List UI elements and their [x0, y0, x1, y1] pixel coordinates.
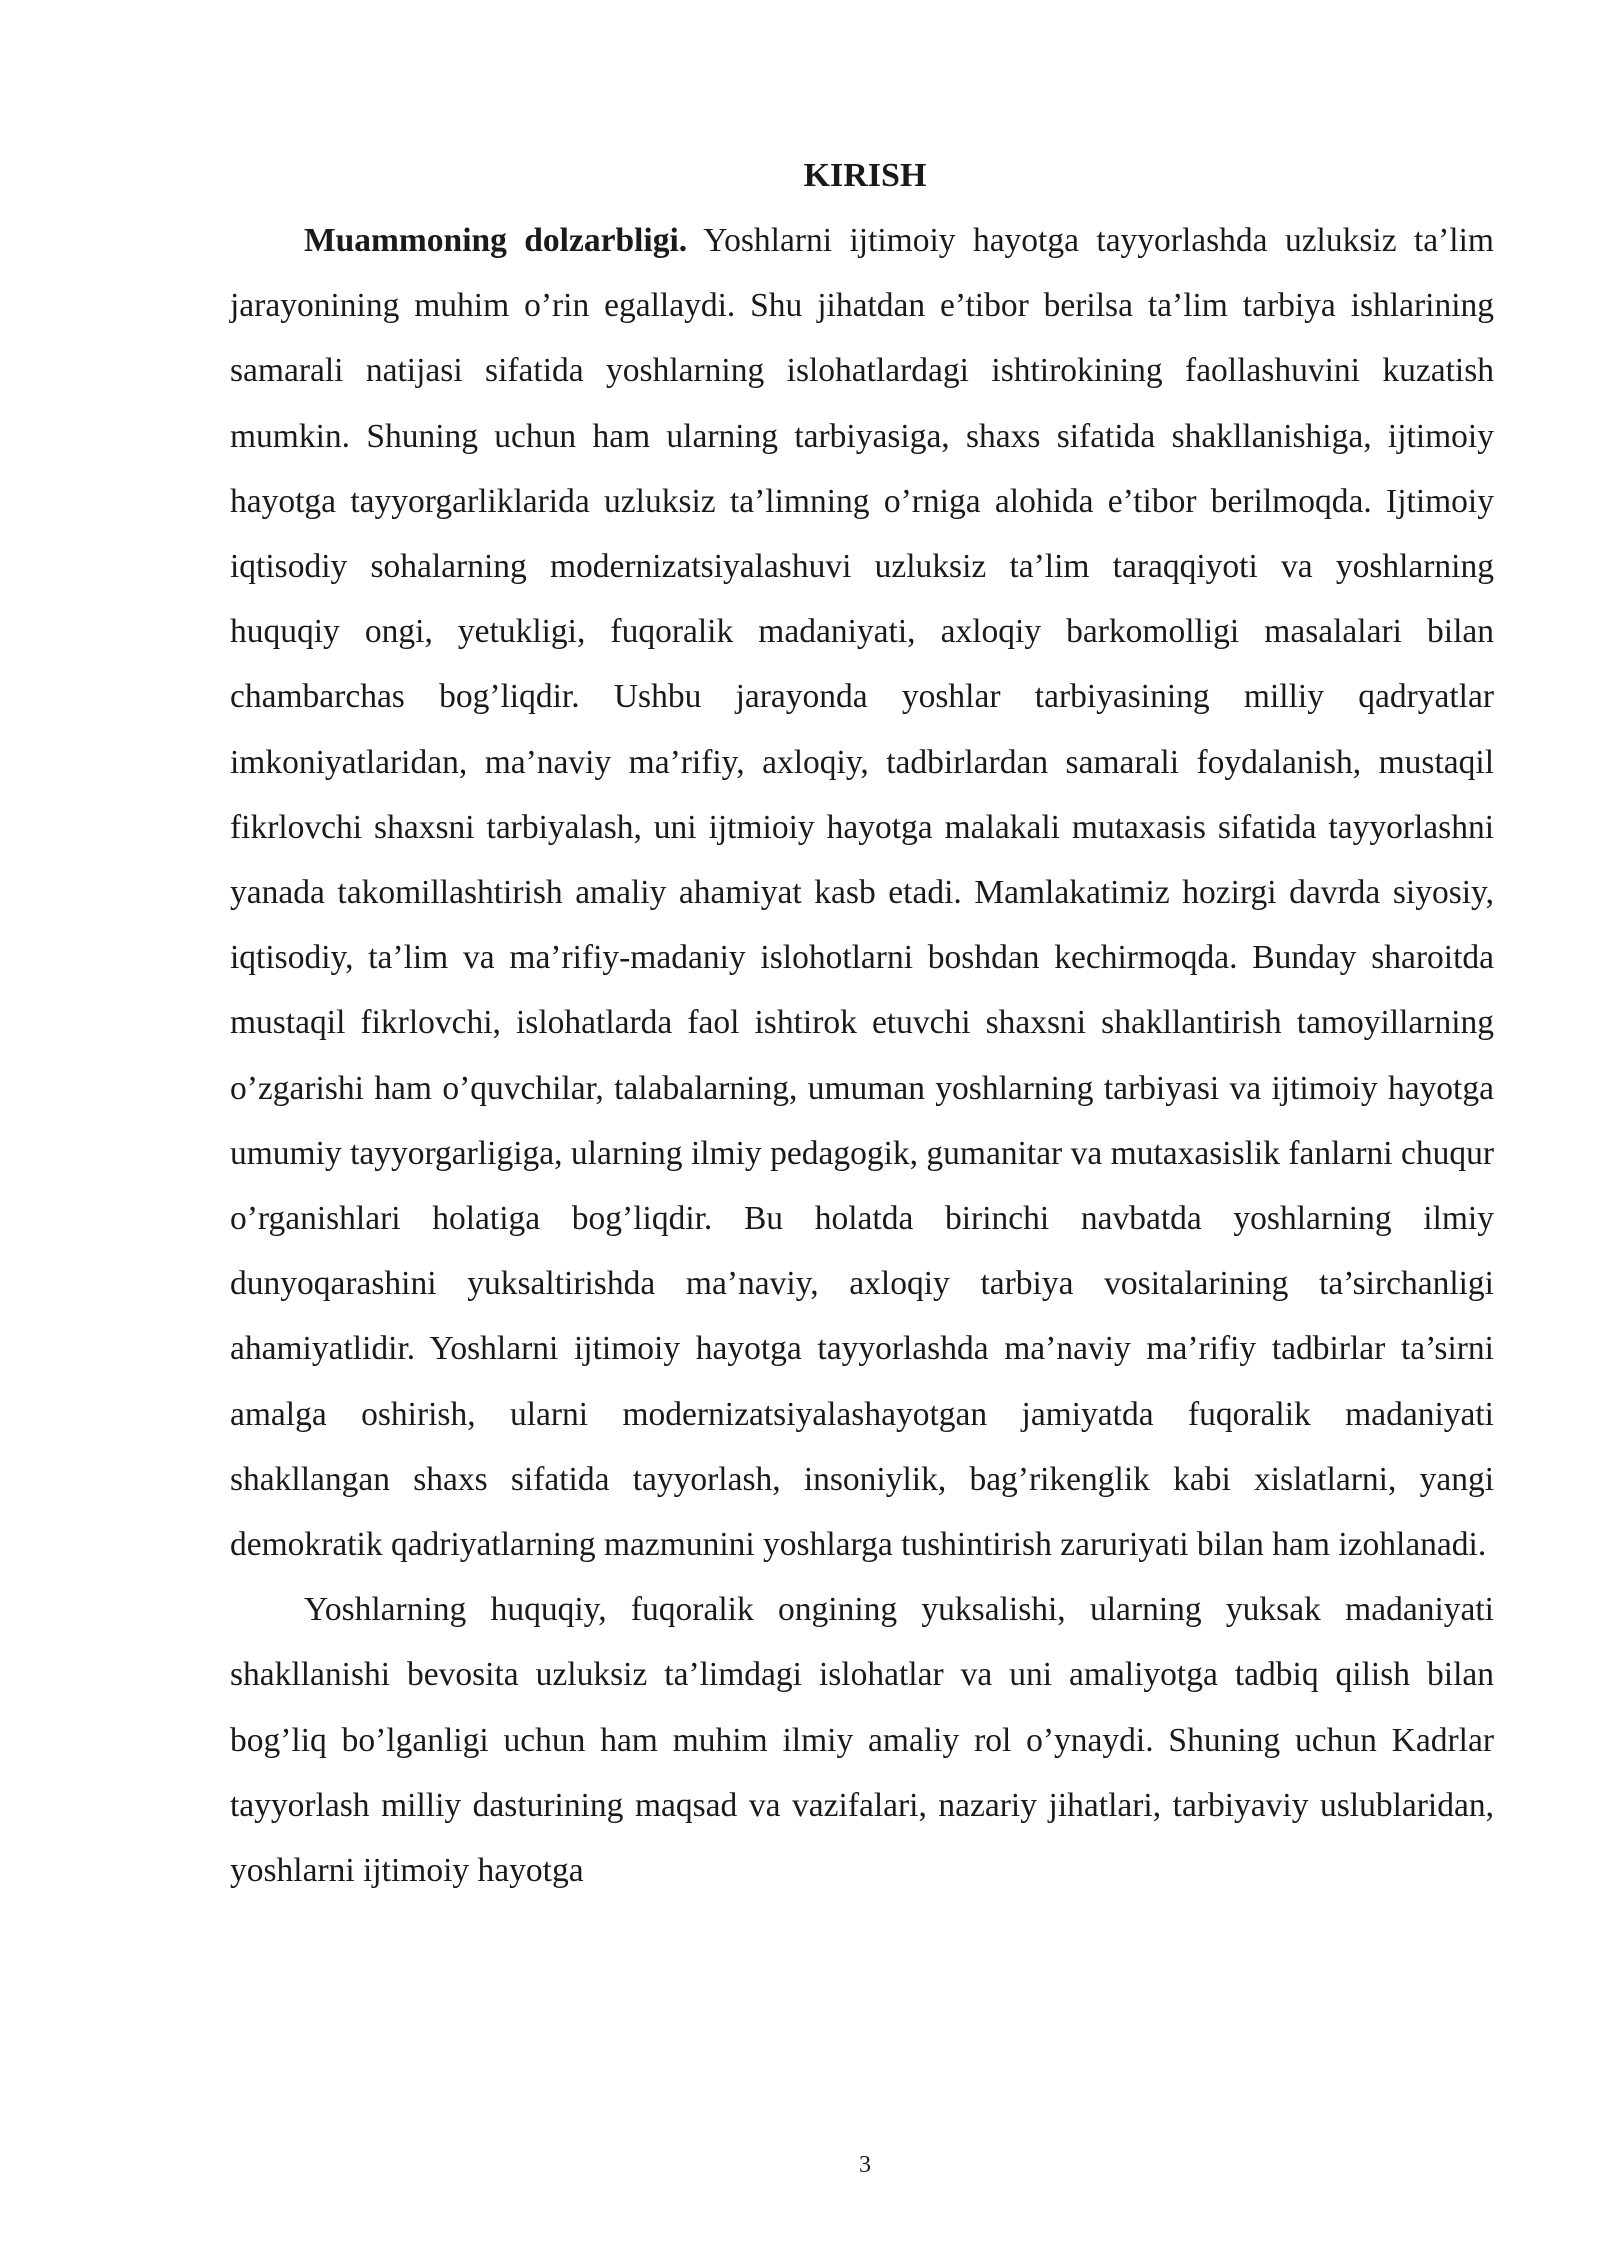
page-number: 3	[859, 2152, 871, 2178]
body-text	[230, 208, 1494, 1903]
paragraph-lead: Muammoning dolzarbligi.	[304, 222, 688, 259]
paragraph-text: Yoshlarning huquqiy, fuqoralik ongining yuksalishi, ularning yuksak madaniyati shakllanishi bevosita uzluksiz ta’limdagi islohatlar va uni amaliyotga tadbiq qilish bilan bog’liq bo’lganligi uchun ham muhim ilmiy amaliy rol o’ynaydi. Shuning uchun Kadrlar tayyorlash milliy dasturining maqsad va vazifalari, nazariy jihatlari, tarbiyaviy uslublaridan, yoshlarni ijtimoiy hayotga	[230, 1591, 1494, 1890]
paragraph-youth	[230, 1577, 1494, 1903]
paragraph-text: Yoshlarni ijtimoiy hayotga tayyorlashda uzluksiz ta’lim jarayonining muhim o’rin egallaydi. Shu jihatdan e’tibor berilsa ta’lim tarbiya ishlarining samarali natijasi sifatida yoshlarning islohatlardagi ishtirokining faollashuvini kuzatish mumkin. Shuning uchun ham ularning tarbiyasiga, shaxs sifatida shakllanishiga, ijtimoiy hayotga tayyorgarliklarida uzluksiz ta’limning o’rniga alohida e’tibor berilmoqda. Ijtimoiy iqtisodiy sohalarning modernizatsiyalashuvi uzluksiz ta’lim taraqqiyoti va yoshlarning huquqiy ongi, yetukligi, fuqoralik madaniyati, axloqiy barkomolligi masalalari bilan chambarchas bog’liqdir. Ushbu jarayonda yoshlar tarbiyasining milliy qadryatlar imkoniyatlaridan, ma’naviy ma’rifiy, axloqiy, tadbirlardan samarali foydalanish, mustaqil fikrlovchi shaxsni tarbiyalash, uni ijtmioiy hayotga malakali mutaxasis sifatida tayyorlashni yanada takomillashtirish amaliy ahamiyat kasb etadi. Mamlakatimiz hozirgi davrda siyosiy, iqtisodiy, ta’lim va ma’rifiy-madaniy islohotlarni boshdan kechirmoqda. Bunday sharoitda mustaqil fikrlovchi, islohatlarda faol ishtirok etuvchi shaxsni shakllantirish tamoyillarning o’zgarishi ham o’quvchilar, talabalarning, umuman yoshlarning tarbiyasi va ijtimoiy hayotga umumiy tayyorgarligiga, ularning ilmiy pedagogik, gumanitar va mutaxasislik fanlarni chuqur o’rganishlari holatiga bog’liqdir. Bu holatda birinchi navbatda yoshlarning ilmiy dunyoqarashini yuksaltirishda ma’naviy, axloqiy tarbiya vositalarining ta’sirchanligi ahamiyatlidir. Yoshlarni ijtimoiy hayotga tayyorlashda ma’naviy ma’rifiy tadbirlar ta’sirni amalga oshirish, ularni modernizatsiyalashayotgan jamiyatda fuqoralik madaniyati shakllangan shaxs sifatida tayyorlash, insoniylik, bag’rikenglik kabi xislatlarni, yangi demokratik qadriyatlarning mazmunini yoshlarga tushintirish zaruriyati bilan ham izohlanadi.	[230, 222, 1494, 1564]
page-title: KIRISH	[803, 157, 927, 194]
paragraph-relevance	[230, 208, 1494, 1577]
